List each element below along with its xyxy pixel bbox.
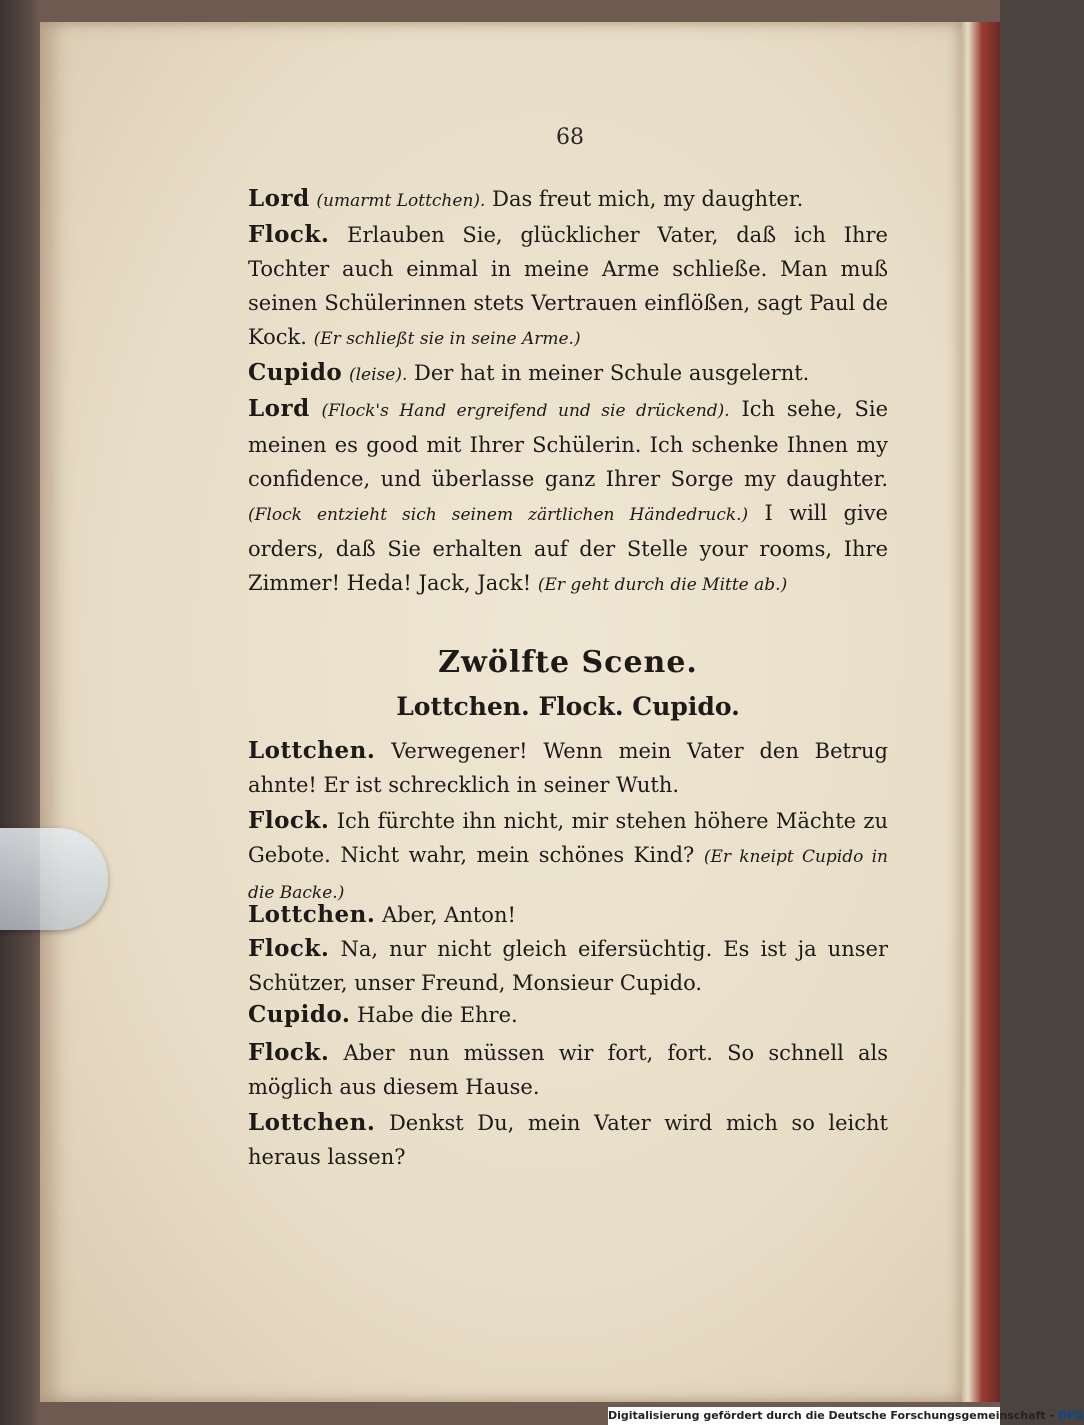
- dialogue-text: I will give orders, daß Sie erhalten auf der Stelle your rooms, Ihre Zimmer! Heda! Jack, Jack!: [248, 501, 888, 595]
- dialogue-text: Verwegener! Wenn mein Vater den Betrug ahnte! Er ist schrecklich in seiner Wuth.: [248, 739, 888, 797]
- dialogue-lord-2: [248, 392, 888, 602]
- scanner-clip: [0, 828, 108, 930]
- dialogue-text: Aber nun müssen wir fort, fort. So schnell als möglich aus diesem Hause.: [248, 1041, 888, 1099]
- dialogue-text: Ich fürchte ihn nicht, mir stehen höhere Mächte zu Gebote. Nicht wahr, mein schönes Kind?: [248, 809, 888, 867]
- dialogue-text: Aber, Anton!: [382, 903, 516, 927]
- stage-direction: (Er schließt sie in seine Arme.): [313, 329, 581, 349]
- dfg-logo: DFG: [1057, 1409, 1084, 1422]
- speaker-name: Lottchen.: [248, 1109, 376, 1136]
- dialogue-text: Das freut mich, my daughter.: [492, 187, 804, 211]
- stage-direction: (umarmt Lottchen).: [316, 191, 486, 211]
- speaker-name: Flock.: [248, 807, 330, 834]
- dialogue-cupido-1: [248, 356, 888, 392]
- speaker-name: Lottchen.: [248, 737, 376, 764]
- dialogue-lord-1: [248, 182, 888, 218]
- dialogue-lottchen-1: [248, 734, 888, 802]
- digitization-credit: [608, 1407, 1084, 1425]
- stage-direction: (Flock's Hand ergreifend und sie drückend).: [321, 401, 730, 421]
- dialogue-flock-3: [248, 932, 888, 1000]
- speaker-name: Cupido.: [248, 1001, 351, 1028]
- speaker-name: Lord: [248, 395, 310, 422]
- speaker-name: Cupido: [248, 359, 343, 386]
- dialogue-lottchen-2: [248, 898, 888, 932]
- dialogue-text: Erlauben Sie, glücklicher Vater, daß ich Ihre Tochter auch einmal in meine Arme schließe. Man muß seinen Schülerinnen stets Vertrauen einflößen, sagt Paul de Kock.: [248, 223, 888, 349]
- speaker-name: Flock.: [248, 935, 330, 962]
- scene-cast-list: Lottchen. Flock. Cupido.: [396, 692, 740, 721]
- dialogue-lottchen-3: [248, 1106, 888, 1174]
- dialogue-cupido-2: [248, 998, 888, 1032]
- stage-direction: (leise).: [348, 365, 408, 385]
- stage-direction: (Er geht durch die Mitte ab.): [537, 575, 788, 595]
- speaker-name: Lord: [248, 185, 310, 212]
- page-number: 68: [556, 125, 584, 150]
- dialogue-text: Na, nur nicht gleich eifersüchtig. Es ist ja unser Schützer, unser Freund, Monsieur Cupido.: [248, 937, 888, 995]
- dialogue-text: Ich sehe, Sie meinen es good mit Ihrer Schülerin. Ich schenke Ihnen my confidence, und überlasse ganz Ihrer Sorge my daughter.: [248, 397, 888, 491]
- speaker-name: Flock.: [248, 221, 330, 248]
- dialogue-text: Denkst Du, mein Vater wird mich so leicht heraus lassen?: [248, 1111, 888, 1169]
- stage-direction: (Flock entzieht sich seinem zärtlichen Händedruck.): [248, 505, 749, 525]
- dialogue-flock-2: [248, 804, 888, 910]
- scene-title: Zwölfte Scene.: [438, 645, 698, 680]
- speaker-name: Flock.: [248, 1039, 330, 1066]
- dialogue-flock-1: [248, 218, 888, 356]
- stage-direction: (Er kneipt Cupido in die Backe.): [248, 847, 888, 903]
- dialogue-text: Habe die Ehre.: [357, 1003, 518, 1027]
- dialogue-flock-4: [248, 1036, 888, 1104]
- dialogue-text: Der hat in meiner Schule ausgelernt.: [414, 361, 810, 385]
- next-page-edge: [962, 22, 1000, 1402]
- credit-text: Digitalisierung gefördert durch die Deutsche Forschungsgemeinschaft -: [608, 1409, 1055, 1422]
- speaker-name: Lottchen.: [248, 901, 376, 928]
